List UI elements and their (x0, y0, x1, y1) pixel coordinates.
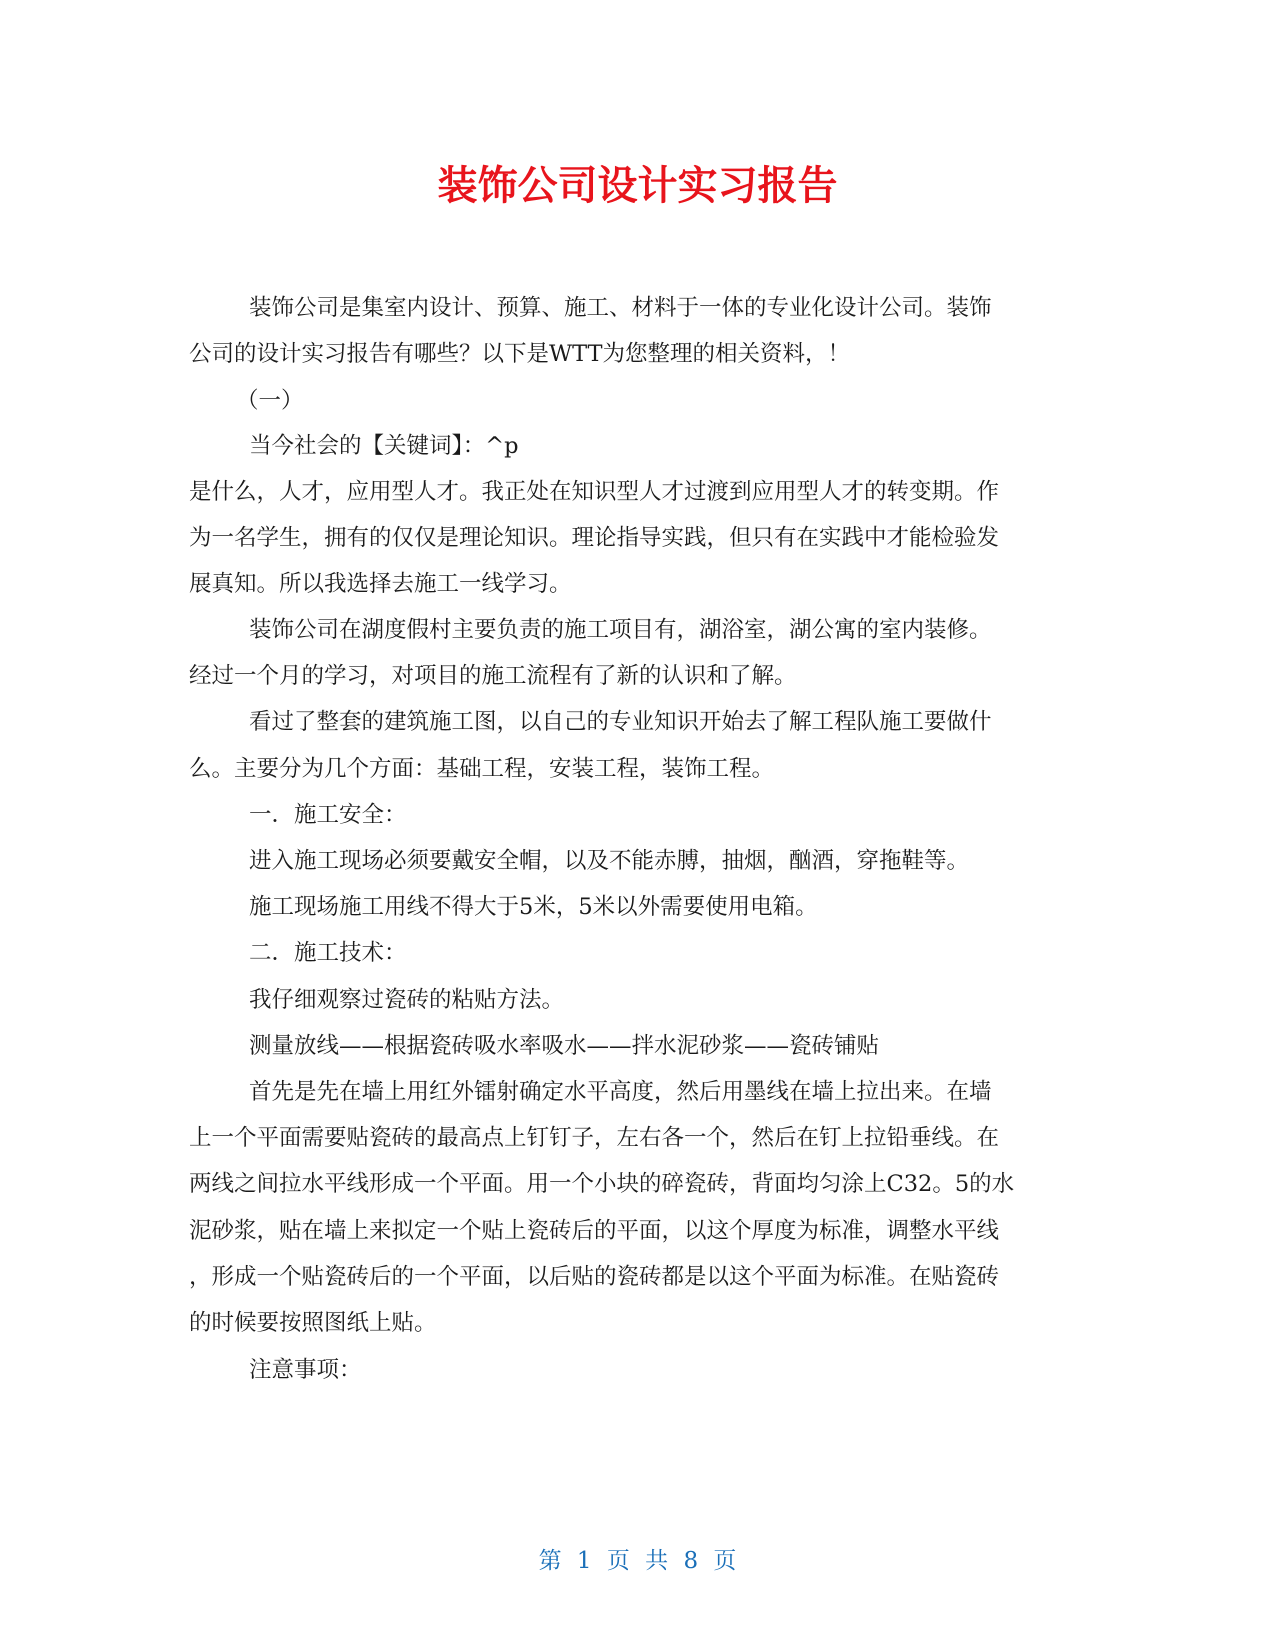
body-line: 看过了整套的建筑施工图，以自己的专业知识开始去了解工程队施工要做什 (249, 709, 992, 735)
body-line: 当今社会的【关键词】：^p (249, 433, 519, 459)
total-page-number: 8 (683, 1548, 699, 1574)
body-line: ，形成一个贴瓷砖后的一个平面，以后贴的瓷砖都是以这个平面为标准。在贴瓷砖 (189, 1264, 1000, 1290)
body-line: 施工现场施工用线不得大于5米，5米以外需要使用电箱。 (249, 894, 818, 920)
footer-label: 共 (645, 1548, 669, 1574)
body-line: 上一个平面需要贴瓷砖的最高点上钉钉子，左右各一个，然后在钉上拉铅垂线。在 (189, 1125, 1000, 1151)
footer-label: 第 (538, 1548, 562, 1574)
body-line: 为一名学生，拥有的仅仅是理论知识。理论指导实践，但只有在实践中才能检验发 (189, 525, 1000, 551)
current-page-number: 1 (576, 1548, 592, 1574)
body-line: 进入施工现场必须要戴安全帽，以及不能赤膊，抽烟，酗酒，穿拖鞋等。 (249, 848, 970, 874)
page-footer (0, 1544, 1275, 1578)
body-line: 公司的设计实习报告有哪些？以下是WTT为您整理的相关资料，！ (189, 341, 851, 367)
footer-label: 页 (606, 1548, 630, 1574)
body-line: 么。主要分为几个方面：基础工程，安装工程，装饰工程。 (189, 756, 775, 782)
body-line: 测量放线——根据瓷砖吸水率吸水——拌水泥砂浆——瓷砖铺贴 (249, 1033, 880, 1059)
section-heading: 二．施工技术： (249, 940, 407, 966)
body-line: 装饰公司是集室内设计、预算、施工、材料于一体的专业化设计公司。装饰 (249, 295, 992, 321)
footer-label: 页 (713, 1548, 737, 1574)
page-title: 装饰公司设计实习报告 (437, 163, 838, 209)
body-line: 注意事项： (249, 1357, 362, 1383)
body-line: 装饰公司在湖度假村主要负责的施工项目有，湖浴室，湖公寓的室内装修。 (249, 617, 992, 643)
body-line: 的时候要按照图纸上贴。 (189, 1310, 437, 1336)
body-line: 经过一个月的学习，对项目的施工流程有了新的认识和了解。 (189, 663, 797, 689)
section-marker: （一） (236, 388, 304, 414)
section-heading: 一．施工安全： (249, 802, 407, 828)
body-line: 展真知。所以我选择去施工一线学习。 (189, 571, 572, 597)
body-line: 泥砂浆，贴在墙上来拟定一个贴上瓷砖后的平面，以这个厚度为标准，调整水平线 (189, 1218, 1000, 1244)
body-line: 两线之间拉水平线形成一个平面。用一个小块的碎瓷砖，背面均匀涂上C32。5的水 (189, 1171, 1015, 1197)
body-line: 首先是先在墙上用红外镭射确定水平高度，然后用墨线在墙上拉出来。在墙 (249, 1079, 992, 1105)
body-line: 是什么，人才，应用型人才。我正处在知识型人才过渡到应用型人才的转变期。作 (189, 479, 1000, 505)
body-line: 我仔细观察过瓷砖的粘贴方法。 (249, 987, 565, 1013)
